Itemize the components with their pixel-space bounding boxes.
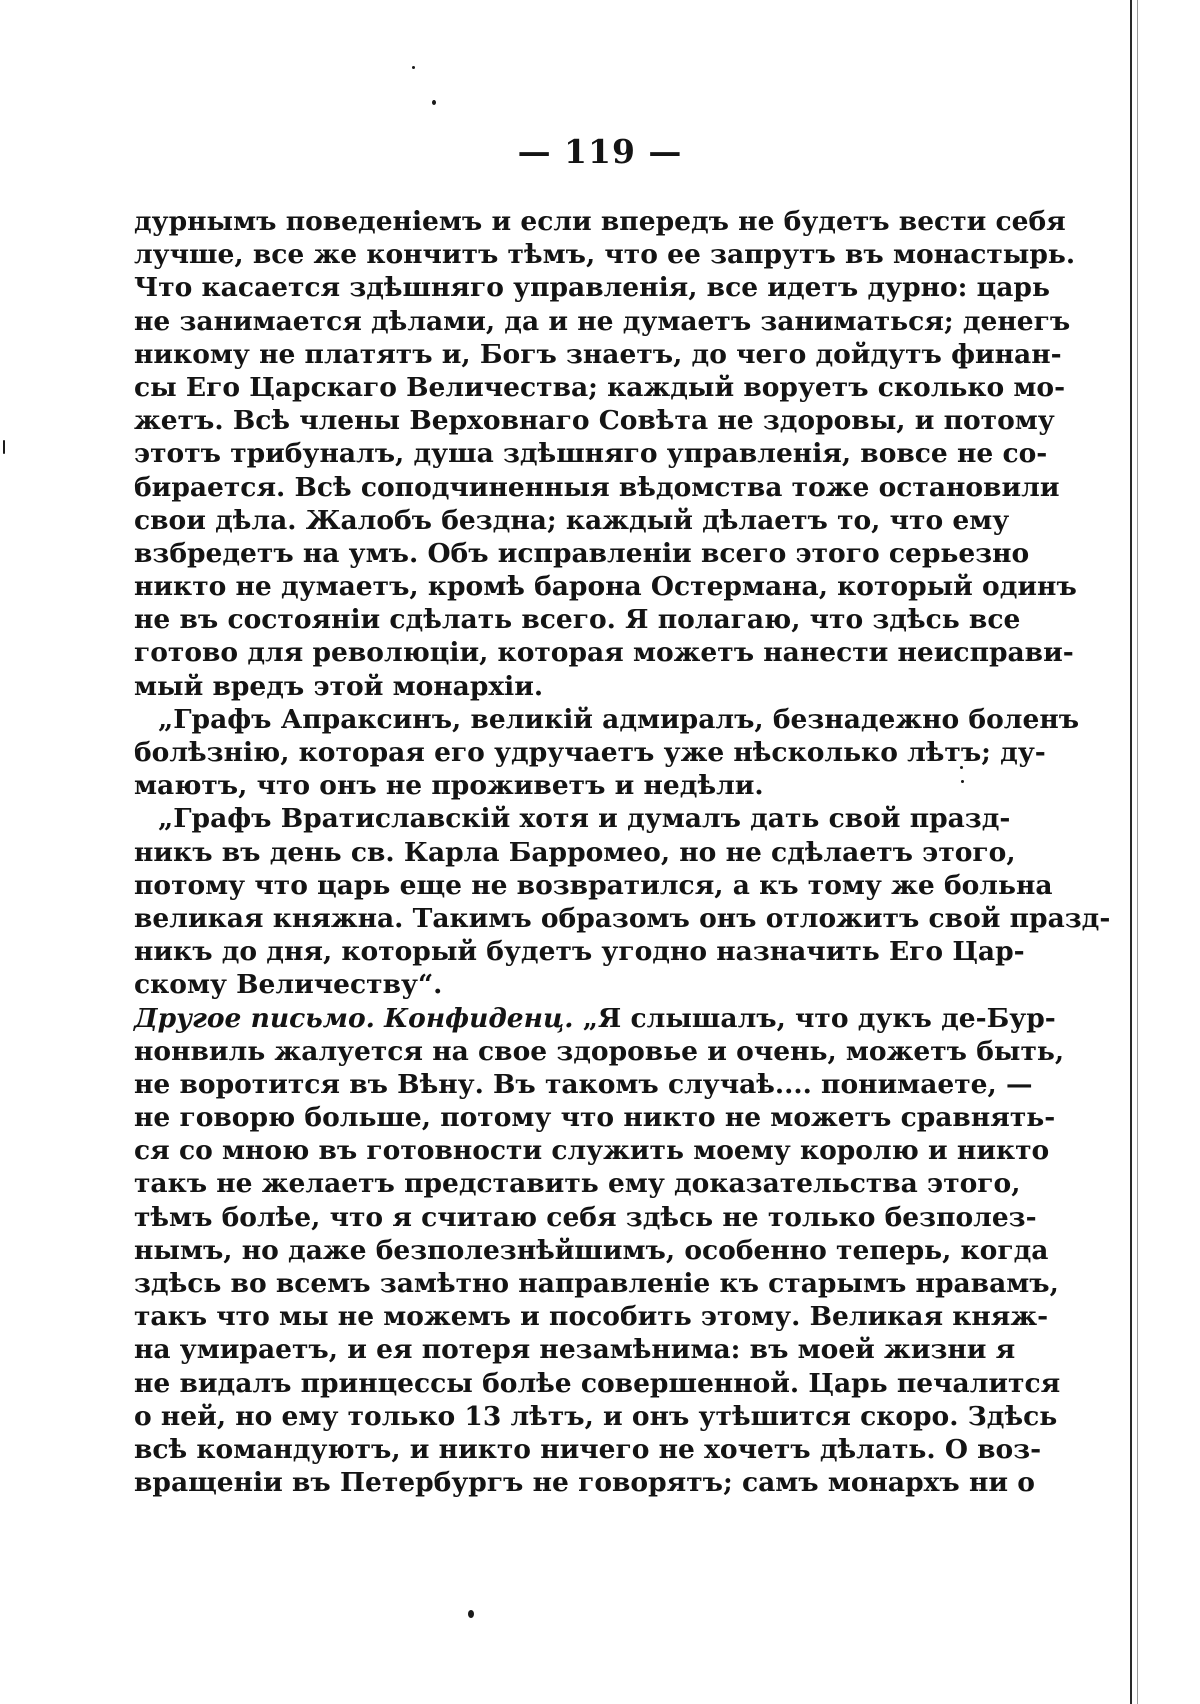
text-line bbox=[134, 968, 960, 1001]
line-text: здѣсь во всемъ замѣтно направленiе къ старымъ нравамъ, bbox=[134, 1268, 1059, 1299]
line-text: этотъ трибуналъ, душа здѣшняго управленiя, вовсе не со- bbox=[134, 438, 1048, 470]
line-text: не говорю больше, потому что никто не можетъ сравнять- bbox=[134, 1102, 1056, 1134]
ink-speck bbox=[961, 780, 964, 783]
text-line bbox=[134, 238, 1076, 271]
text-line bbox=[134, 1002, 1056, 1035]
text-line bbox=[134, 205, 1066, 238]
line-text: „Графъ Апраксинъ, великiй адмиралъ, безнадежно боленъ bbox=[158, 703, 1080, 735]
text-line bbox=[134, 1333, 1016, 1366]
line-text: лучше, все же кончитъ тѣмъ, что ее запрутъ въ монастырь. bbox=[134, 239, 1076, 271]
text-line bbox=[134, 1367, 1061, 1400]
text-line bbox=[134, 1267, 1059, 1300]
line-text: о ней, но ему только 13 лѣтъ, и онъ утѣшится скоро. Здѣсь bbox=[134, 1400, 1058, 1432]
line-text: никъ до дня, который будетъ угодно назначить Его Цар- bbox=[134, 936, 1025, 968]
line-text: потому что царь еще не возвратился, а къ тому же больна bbox=[134, 869, 1053, 901]
text-line bbox=[134, 1300, 1049, 1333]
text-line bbox=[134, 1433, 1042, 1466]
line-text: не видалъ принцессы болѣе совершенной. Царь печалится bbox=[134, 1367, 1061, 1399]
line-text: „Графъ Вратиславскiй хотя и думалъ дать свой празд- bbox=[158, 803, 1011, 835]
text-line bbox=[134, 1466, 1035, 1499]
text-line bbox=[134, 869, 1053, 902]
line-text: ся со мною въ готовности служить моему королю и никто bbox=[134, 1135, 1050, 1167]
text-line bbox=[134, 703, 1080, 736]
text-line bbox=[134, 471, 1060, 504]
italic-heading: Другое письмо. Конфиденц. bbox=[134, 1002, 574, 1034]
text-line bbox=[134, 670, 960, 703]
text-line bbox=[134, 736, 1046, 769]
line-text: на умираетъ, и ея потеря незамѣнима: въ моей жизни я bbox=[134, 1334, 1016, 1366]
text-line bbox=[134, 1101, 1056, 1134]
text-line bbox=[134, 1134, 1050, 1167]
text-line bbox=[134, 636, 1074, 669]
text-line bbox=[134, 537, 1030, 570]
line-text: такъ что мы не можемъ и пособить этому. Великая княж- bbox=[134, 1301, 1049, 1333]
line-text: бирается. Всѣ соподчиненныя вѣдомства тоже остановили bbox=[134, 471, 1060, 503]
text-line bbox=[134, 371, 1066, 404]
line-text: вращенiи въ Петербургъ не говорятъ; самъ монархъ ни о bbox=[134, 1467, 1035, 1499]
line-text: нонвиль жалуется на свое здоровье и очень, можетъ быть, bbox=[134, 1035, 1065, 1067]
line-text: „Я слышалъ, что дукъ де-Бур- bbox=[573, 1002, 1056, 1034]
line-text: взбредетъ на умъ. Объ исправленiи всего этого серьезно bbox=[134, 537, 1030, 569]
line-text: готово для революцiи, которая можетъ нанести неисправи- bbox=[134, 637, 1074, 669]
text-line bbox=[134, 1201, 1037, 1234]
line-text: болѣзнiю, которая его удручаетъ уже нѣсколько лѣтъ; ду- bbox=[134, 737, 1046, 768]
line-text: никто не думаетъ, кромѣ барона Остермана, который одинъ bbox=[134, 571, 1077, 603]
page-number: — 119 — bbox=[517, 132, 683, 171]
text-line bbox=[134, 1068, 1033, 1101]
line-text: всѣ командуютъ, и никто ничего не хочетъ дѣлать. О воз- bbox=[134, 1433, 1042, 1465]
ink-speck bbox=[3, 440, 5, 454]
line-text: не воротится въ Вѣну. Въ такомъ случаѣ.... понимаете, — bbox=[134, 1068, 1033, 1100]
ink-speck bbox=[468, 1610, 474, 1618]
line-text: не въ состоянiи сдѣлать всего. Я полагаю, что здѣсь все bbox=[134, 604, 1021, 636]
line-text: скому Величеству“. bbox=[134, 969, 443, 1001]
text-line bbox=[134, 437, 1048, 470]
text-line bbox=[134, 1035, 1065, 1068]
text-line bbox=[134, 802, 1011, 835]
line-text: тѣмъ болѣе, что я считаю себя здѣсь не только безполез- bbox=[134, 1201, 1037, 1233]
line-text: великая княжна. Такимъ образомъ онъ отложитъ свой празд- bbox=[134, 902, 1111, 934]
text-line bbox=[134, 504, 1010, 537]
line-text: мый вредъ этой монархiи. bbox=[134, 670, 544, 702]
line-text: нымъ, но даже безполезнѣйшимъ, особенно теперь, когда bbox=[134, 1234, 1049, 1266]
page-edge bbox=[1130, 0, 1132, 1704]
line-text: дурнымъ поведенiемъ и если впередъ не будетъ вести себя bbox=[134, 206, 1066, 237]
text-line bbox=[134, 1400, 1058, 1433]
page-edge-shadow bbox=[1137, 0, 1138, 1704]
ink-speck bbox=[412, 66, 415, 69]
line-text: не занимается дѣлами, да и не думаетъ заниматься; денегъ bbox=[134, 305, 1071, 337]
text-line bbox=[134, 769, 960, 802]
text-line bbox=[134, 836, 1016, 869]
text-line bbox=[134, 935, 1025, 968]
body-text bbox=[134, 205, 1111, 1499]
text-line bbox=[134, 1234, 1049, 1267]
line-text: никъ въ день св. Карла Барромео, но не сдѣлаетъ этого, bbox=[134, 836, 1016, 868]
line-text: Что касается здѣшняго управленiя, все идетъ дурно: царь bbox=[134, 272, 1050, 304]
text-line bbox=[134, 305, 1071, 338]
ink-speck bbox=[432, 100, 436, 105]
text-line bbox=[134, 338, 1062, 371]
line-text: такъ не желаетъ представить ему доказательства этого, bbox=[134, 1168, 1021, 1200]
text-line bbox=[134, 902, 1111, 935]
line-text: сы Его Царскаго Величества; каждый воруетъ сколько мо- bbox=[134, 371, 1066, 403]
text-line bbox=[134, 603, 1021, 636]
text-line bbox=[134, 1167, 1021, 1200]
line-text: никому не платятъ и, Богъ знаетъ, до чего дойдутъ финан- bbox=[134, 338, 1062, 370]
text-line bbox=[134, 404, 1055, 437]
line-text: жетъ. Всѣ члены Верховнаго Совѣта не здоровы, и потому bbox=[134, 405, 1055, 437]
text-line bbox=[134, 570, 1077, 603]
text-line bbox=[134, 271, 1050, 304]
line-text: свои дѣла. Жалобъ бездна; каждый дѣлаетъ то, что ему bbox=[134, 504, 1010, 536]
line-text: маютъ, что онъ не проживетъ и недѣли. bbox=[134, 770, 764, 802]
